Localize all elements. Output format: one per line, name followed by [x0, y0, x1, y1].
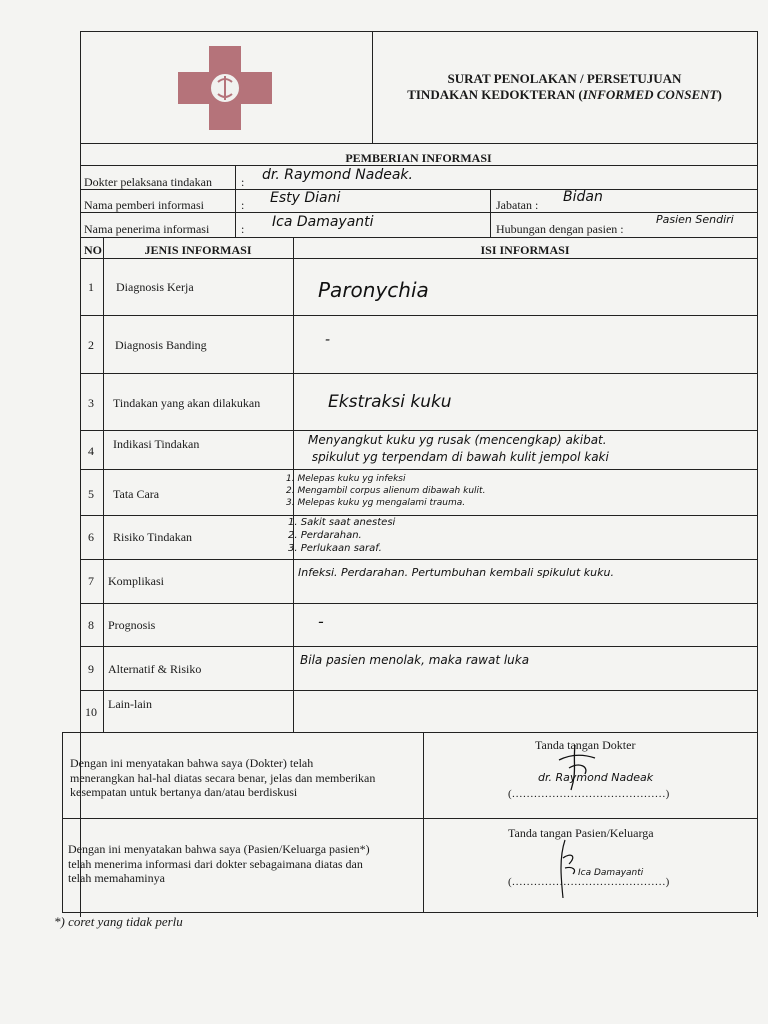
statement-top [62, 732, 424, 733]
header-bottom [80, 143, 757, 144]
row-value: Bila pasien menolak, maka rawat luka [300, 653, 530, 667]
info-line-4 [80, 237, 757, 238]
row-number: 3 [88, 396, 94, 410]
giver-label: Nama pemberi informasi [84, 198, 204, 212]
row-sep [80, 559, 757, 560]
row-number: 8 [88, 618, 94, 632]
doctor-signature [555, 742, 615, 792]
row-sep [80, 373, 757, 374]
table-header-bottom [80, 258, 757, 259]
row-value: Paronychia [318, 278, 429, 302]
doctor-value: dr. Raymond Nadeak. [262, 167, 413, 183]
patient-sign-dots: (……………………………………) [508, 876, 670, 888]
relation-value: Pasien Sendiri [656, 213, 734, 226]
giver-colon: : [241, 198, 245, 212]
frame-right [757, 31, 758, 917]
row-sep [80, 469, 757, 470]
row-number: 10 [85, 705, 97, 719]
title-line-1: SURAT PENOLAKAN / PERSETUJUAN [447, 71, 682, 86]
row-number: 7 [88, 574, 94, 588]
doctor-sign-label: Tanda tangan Dokter [535, 738, 636, 752]
col-content-header: ISI INFORMASI [480, 243, 570, 257]
row-label: Alternatif & Risiko [108, 662, 202, 676]
doctor-statement-line-1: Dengan ini menyatakan bahwa saya (Dokter) telah [70, 756, 314, 770]
row-label: Diagnosis Banding [115, 338, 207, 352]
row-sep [80, 646, 757, 647]
col-no-header: NO [84, 243, 102, 257]
doctor-sign-name: dr. Raymond Nadeak [538, 771, 654, 784]
statement-mid [62, 818, 757, 819]
statement-bottom [62, 912, 757, 913]
patient-sign-name: Ica Damayanti [578, 868, 644, 878]
row-label: Risiko Tindakan [113, 530, 193, 544]
receiver-label: Nama penerima informasi [84, 222, 210, 236]
title-line-2-suffix: ) [717, 87, 722, 102]
doctor-sign-dots: (……………………………………) [508, 788, 670, 800]
footnote: *) coret yang tidak perlu [54, 914, 183, 929]
relation-label: Hubungan dengan pasien : [496, 222, 624, 236]
doctor-statement-line-3: kesempatan untuk bertanya dan/atau berdiskusi [70, 785, 298, 799]
patient-sign-label: Tanda tangan Pasien/Keluarga [508, 826, 654, 840]
info-col-divider [235, 165, 236, 237]
row-label: Tindakan yang akan dilakukan [113, 396, 261, 410]
row-sep [80, 315, 757, 316]
row-label: Tata Cara [113, 487, 160, 501]
row-value: Infeksi. Perdarahan. Pertumbuhan kembali spikulut kuku. [298, 566, 614, 579]
row-value: - [325, 332, 331, 348]
row-number: 6 [88, 530, 94, 544]
position-value: Bidan [563, 189, 603, 205]
row-label: Diagnosis Kerja [116, 280, 194, 294]
row-label: Komplikasi [108, 574, 164, 588]
title-line-2-italic: INFORMED CONSENT [582, 87, 718, 102]
row-sep [80, 430, 757, 431]
col-type-header: JENIS INFORMASI [144, 243, 252, 257]
table-col-1 [103, 237, 104, 732]
statement-left [62, 732, 63, 912]
doctor-colon: : [241, 175, 245, 189]
position-label: Jabatan : [496, 198, 539, 212]
row-number: 5 [88, 487, 94, 501]
giver-value: Esty Diani [270, 190, 341, 206]
info-col-divider-2 [490, 189, 491, 237]
row-value: 1. Melepas kuku yg infeksi 2. Mengambil corpus alienum dibawah kulit. 3. Melepas kuku yg mengalami trauma. [286, 474, 486, 508]
row-label: Prognosis [108, 618, 156, 632]
title-line-2-prefix: TINDAKAN KEDOKTERAN ( [407, 87, 583, 102]
receiver-value: Ica Damayanti [272, 214, 374, 230]
row-label: Indikasi Tindakan [113, 437, 200, 451]
frame-top [80, 31, 757, 32]
row-value: Ekstraksi kuku [328, 392, 452, 412]
row-number: 2 [88, 338, 94, 352]
row-sep [80, 515, 757, 516]
row-number: 1 [88, 280, 94, 294]
hospital-logo [178, 46, 272, 130]
row-sep [80, 690, 757, 691]
patient-statement-line-2: telah menerima informasi dari dokter sebagaimana diatas dan [68, 857, 363, 871]
row-value: Menyangkut kuku yg rusak (mencengkap) akibat. spikulut yg terpendam di bawah kulit jempol kaki [308, 433, 609, 464]
row-number: 9 [88, 662, 94, 676]
receiver-colon: : [241, 222, 245, 236]
info-line-1 [80, 165, 757, 166]
doctor-label: Dokter pelaksana tindakan [84, 175, 212, 189]
doctor-statement-line-2: menerangkan hal-hal diatas secara benar, jelas dan memberikan [70, 771, 376, 785]
patient-statement-line-3: telah memahaminya [68, 871, 165, 885]
row-value: - [318, 612, 324, 631]
statement-divider [423, 732, 424, 912]
section-title: PEMBERIAN INFORMASI [345, 151, 492, 165]
title-line-2 [372, 88, 757, 102]
row-label: Lain-lain [108, 697, 152, 711]
row-sep [80, 603, 757, 604]
row-value: 1. Sakit saat anestesi 2. Perdarahan. 3. Perlukaan saraf. [288, 517, 396, 554]
row-number: 4 [88, 444, 94, 458]
patient-statement-line-1: Dengan ini menyatakan bahwa saya (Pasien/Keluarga pasien*) [68, 842, 370, 856]
